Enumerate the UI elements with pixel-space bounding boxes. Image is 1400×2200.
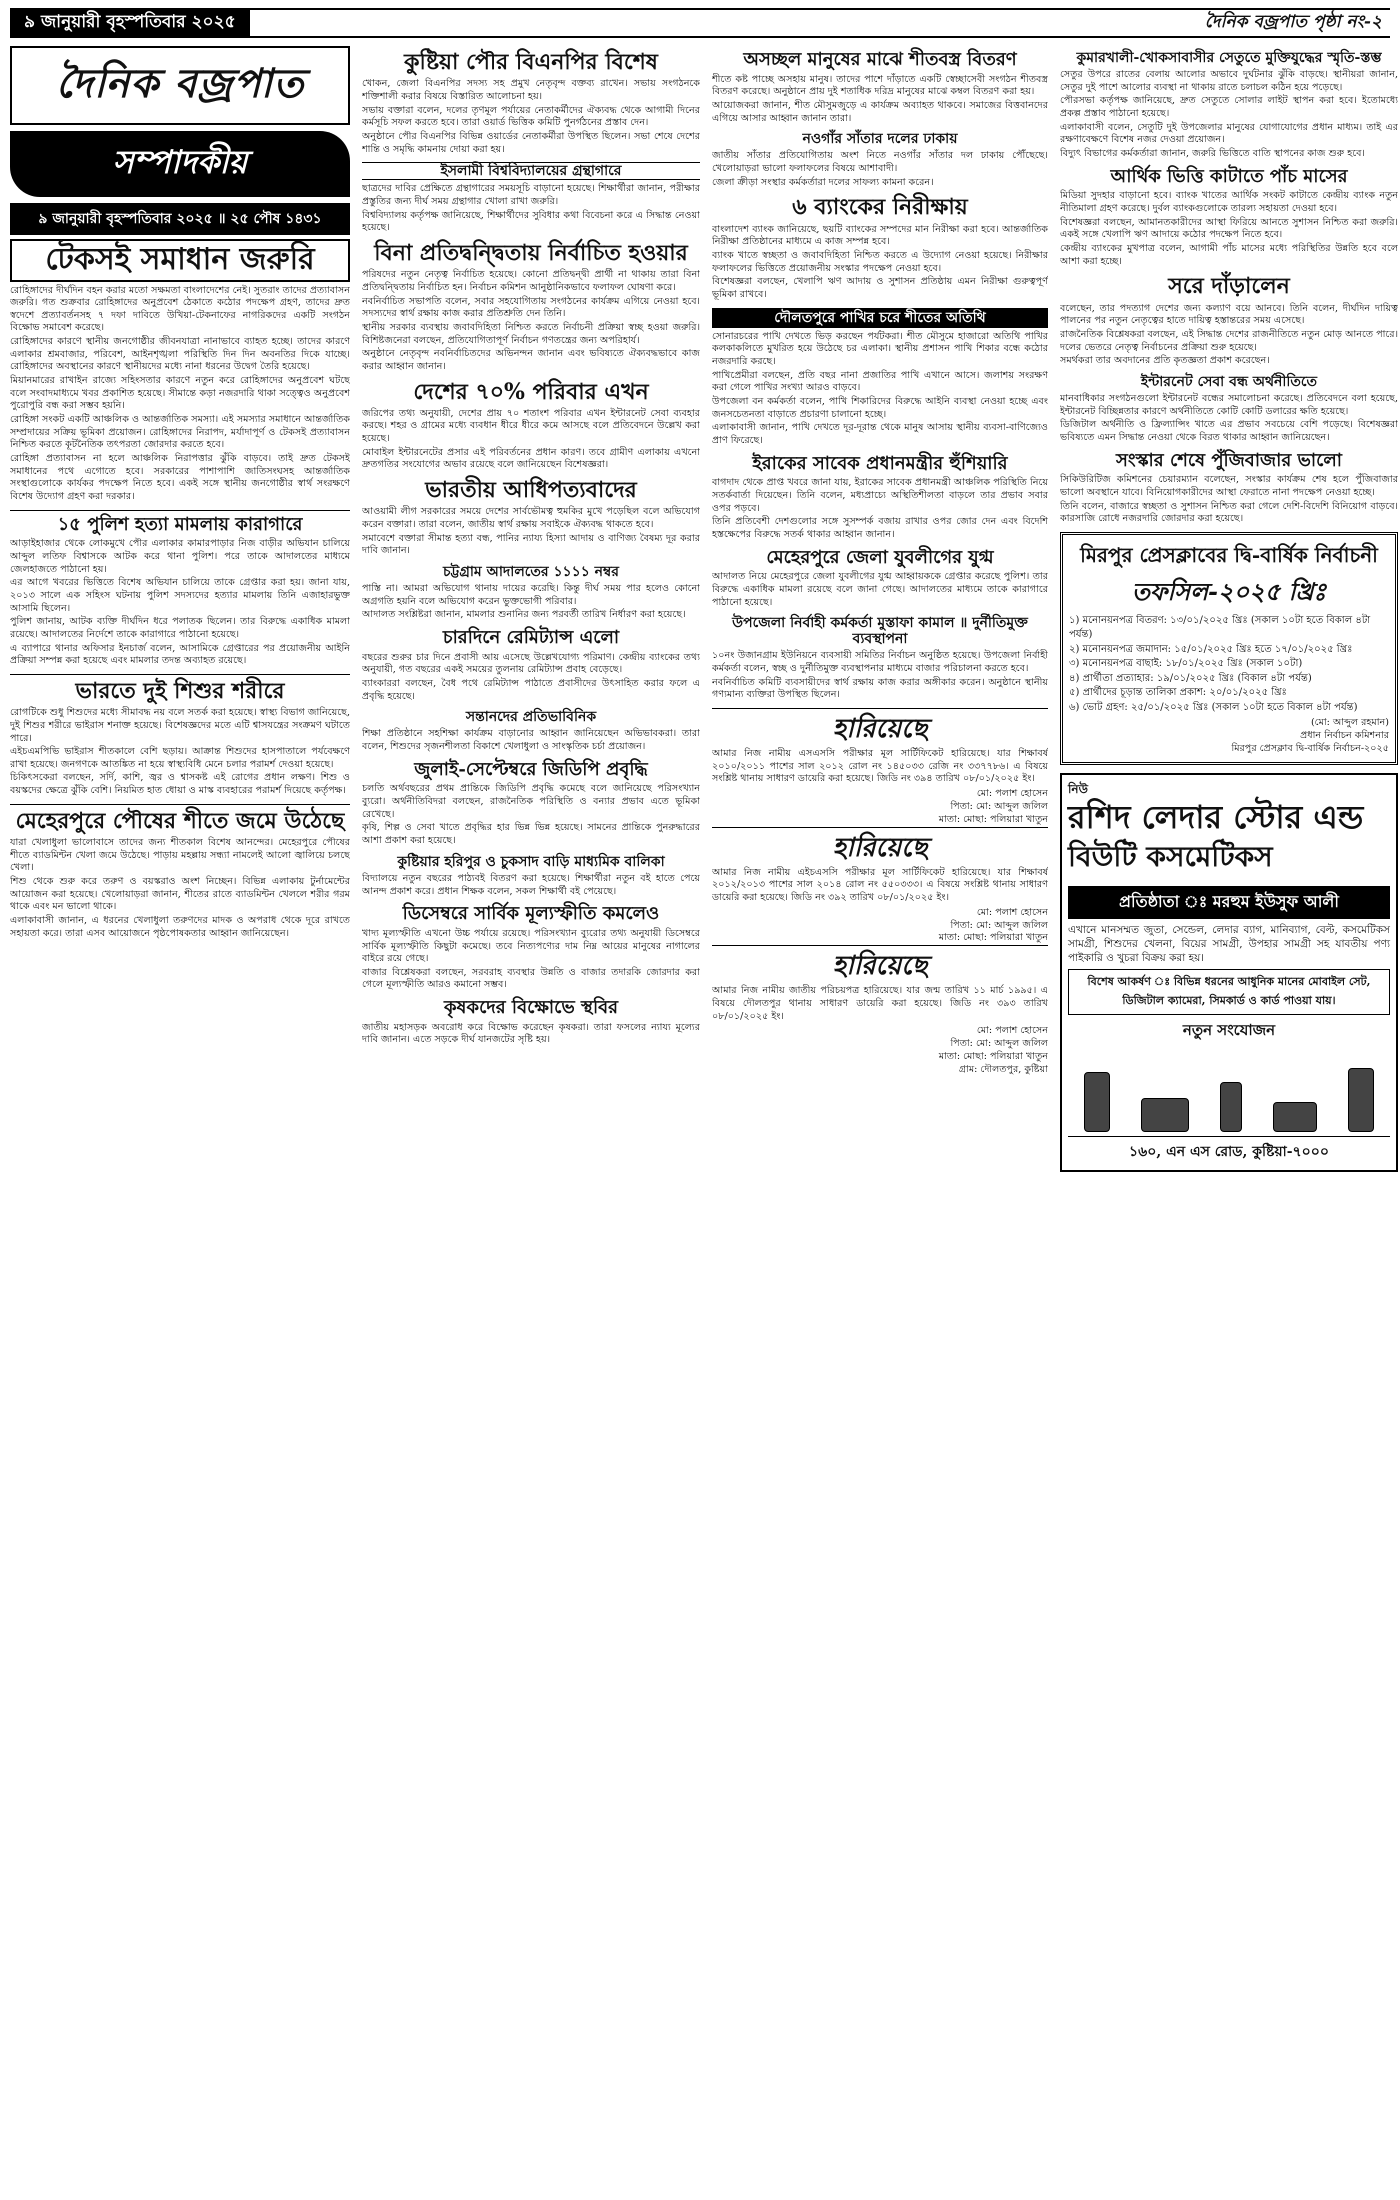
paragraph: জেলা ক্রীড়া সংস্থার কর্মকর্তারা দলের সাফল্য কামনা করেন। xyxy=(712,176,934,188)
editorial-dateline: ৯ জানুয়ারী বৃহস্পতিবার ২০২৫ ॥ ২৫ পৌষ ১৪৩১ xyxy=(10,203,350,235)
article xyxy=(1060,167,1398,269)
signature-line: মিরপুর প্রেসক্লাব দ্বি-বার্ষিক নির্বাচন-২০২৫ xyxy=(1231,743,1389,755)
signature-line: মাতা: মোছা: পলিয়ারা খাতুন xyxy=(938,1051,1048,1063)
paragraph: তিনি প্রতিবেশী দেশগুলোর সঙ্গে সুসম্পর্ক বজায় রাখার ওপর জোর দেন এবং বিদেশি হস্তক্ষেপের বিরুদ্ধে সতর্ক থাকার আহ্বান জানান। xyxy=(712,516,1048,540)
article xyxy=(712,454,1048,542)
paragraph: এলাকাবাসী জানান, পাখি দেখতে দূর-দূরান্ত থেকে মানুষ আসায় স্থানীয় ব্যবসা-বাণিজ্যেও প্রাণ ফিরেছে। xyxy=(712,422,1048,446)
lost-notice-signature xyxy=(712,1025,1048,1077)
paragraph: রোহিঙ্গাদের কারণে স্থানীয় জনগোষ্ঠীর জীবনযাত্রা নানাভাবে ব্যাহত হচ্ছে। তাদের কারণে এলাকার শ্রমবাজার, পরিবেশ, আইনশৃঙ্খলা পরিস্থিতি দিন দিন অবনতির দিকে যাচ্ছে। রোহিঙ্গাদের অবস্থানের কারণে স্থানীয়দের মধ্যে নানা ধরনের উদ্বেগ তৈরি হয়েছে। xyxy=(10,336,350,373)
paragraph: অনুষ্ঠানে পৌর বিএনপির বিভিন্ন ওয়ার্ডের নেতাকর্মীরা উপস্থিত ছিলেন। সভা শেষে দেশের শান্তি ও সমৃদ্ধি কামনায় দোয়া করা হয়। xyxy=(362,130,700,155)
editorial-headline: টেকসই সমাধান জরুরি xyxy=(10,239,350,282)
article-headline: কুমারখালী-খোকসাবাসীর সেতুতে মুক্তিযুদ্ধের স্মৃতি-স্তম্ভ xyxy=(1076,50,1382,66)
article-body xyxy=(712,331,1048,448)
article-body xyxy=(712,224,1048,302)
paragraph: মিডিয়া সুদহার বাড়ানো হবে। ব্যাংক খাতের আর্থিক সংকট কাটাতে কেন্দ্রীয় ব্যাংক নতুন নীতিমালা গ্রহণ করেছে। দুর্বল ব্যাংকগুলোকে তারল্য সহায়তা দেওয়া হবে। xyxy=(1060,190,1398,215)
article xyxy=(1060,50,1398,161)
paragraph: রোহিঙ্গাদের দীর্ঘদিন বহন করার মতো সক্ষমতা বাংলাদেশের নেই। সুতরাং তাদের প্রত্যাবাসন জরুরি। গত শুক্রবার রোহিঙ্গাদের অনুপ্রবেশ ঠেকাতে কঠোর পদক্ষেপ গ্রহণ, তাদের দ্রুত স্বদেশে প্রত্যাবর্তনসহ ৭ দফা দাবিতে উখিয়া-টেকনাফের নাগরিকদের একটি সংগঠন বিক্ষোভ সমাবেশ করেছে। xyxy=(10,284,350,334)
signature-line: প্রধান নির্বাচন কমিশনার xyxy=(1300,730,1389,742)
election-schedule-ad xyxy=(1060,532,1398,765)
article-headline: সরে দাঁড়ালেন xyxy=(1168,273,1290,300)
article-headline: দৌলতপুরে পাখির চরে শীতের অতিথি xyxy=(712,308,1048,328)
article xyxy=(712,615,1048,702)
paragraph: সভায় বক্তারা বলেন, দলের তৃণমূল পর্যায়ের নেতাকর্মীদের ঐক্যবদ্ধ থেকে আগামী দিনের কর্মসূচি সফল করতে হবে। তারা ওয়ার্ড ভিত্তিক কমিটি পুনর্গঠনের প্রস্তাব দেন। xyxy=(362,104,700,129)
paragraph: রোহিঙ্গা প্রত্যাবাসন না হলে আঞ্চলিক নিরাপত্তার ঝুঁকি বাড়বে। তাই দ্রুত টেকসই সমাধানের পথে এগোতে হবে। সরকারের পাশাপাশি জাতিসংঘসহ আন্তর্জাতিক সংস্থাগুলোকে কার্যকর পদক্ষেপ নিতে হবে। একই সঙ্গে স্থানীয় জনগোষ্ঠীর স্বার্থ সংরক্ষণে বিশেষ উদ্যোগ গ্রহণ করা দরকার। xyxy=(10,453,350,502)
paragraph: চিকিৎসকেরা বলছেন, সর্দি, কাশি, জ্বর ও শ্বাসকষ্ট এই রোগের প্রধান লক্ষণ। শিশু ও বয়স্কদের ক্ষেত্রে ঝুঁকি বেশি। নিয়মিত হাত ধোয়া ও মাস্ক ব্যবহারের পরামর্শ দিয়েছে কর্তৃপক্ষ। xyxy=(10,772,350,797)
ad-subtitle: তফসিল-২০২৫ খ্রিঃ xyxy=(1131,576,1327,606)
article-body xyxy=(362,78,700,156)
paragraph: সমাবেশে বক্তারা সীমান্ত হত্যা বন্ধ, পানির ন্যায্য হিস্যা আদায় ও বাণিজ্য বৈষম্য দূর করার দাবি জানান। xyxy=(362,532,700,557)
paragraph: বিশ্ববিদ্যালয় কর্তৃপক্ষ জানিয়েছে, শিক্ষার্থীদের সুবিধার কথা বিবেচনা করে এ সিদ্ধান্ত নেওয়া হয়েছে। xyxy=(362,209,700,234)
article-body xyxy=(362,1022,700,1047)
lost-notice-body: আমার নিজ নামীয় এসএসসি পরীক্ষার মূল সার্টিফিকেট হারিয়েছে। যার শিক্ষাবর্ষ ২০১০/২০১১ পাশের সাল ২০১২ রোল নং ১৪৫০৩৩ রেজি নং ৩৩৭৭৮৬। এ বিষয়ে সংশ্লিষ্ট থানায় সাধারণ ডায়েরি করা হয়েছে। জিডি নং ৩৯৪ তারিখ ০৮/০১/২০২৫ ইং। xyxy=(712,747,1048,785)
paragraph: রোহিঙ্গা সংকট একটি আঞ্চলিক ও আন্তর্জাতিক সমস্যা। এই সমস্যার সমাধানে আন্তর্জাতিক সম্প্রদায়ের সক্রিয় ভূমিকা প্রয়োজন। রোহিঙ্গাদের নিরাপদ, মর্যাদাপূর্ণ ও টেকসই প্রত্যাবাসন নিশ্চিত করতে কূটনৈতিক তৎপরতা জোরদার করতে হবে। xyxy=(10,414,350,451)
article-body xyxy=(362,269,700,373)
shop-new-tag: নিউ xyxy=(1068,782,1088,797)
paragraph: এলাকাবাসী জানান, এ ধরনের খেলাধুলা তরুণদের মাদক ও অপরাধ থেকে দূরে রাখতে সহায়তা করে। তারা এসব আয়োজনে পৃষ্ঠপোষকতার আহ্বান জানিয়েছেন। xyxy=(10,915,350,939)
phone-icon xyxy=(1348,1068,1374,1132)
signature-line: গ্রাম: দৌলতপুর, কুষ্টিয়া xyxy=(958,1064,1048,1076)
article-headline: মেহেরপুরে পৌষের শীতে জমে উঠেছে xyxy=(15,807,345,834)
article-headline: বিনা প্রতিদ্বন্দ্বিতায় নির্বাচিত হওয়ার xyxy=(374,239,688,266)
header-date: ৯ জানুয়ারী বৃহস্পতিবার ২০২৫ xyxy=(10,10,250,36)
article-body xyxy=(712,650,1048,702)
paragraph: নবনির্বাচিত সভাপতি বলেন, সবার সহযোগিতায় সংগঠনের কার্যক্রম এগিয়ে নেওয়া হবে। সদস্যদের স্বার্থ রক্ষায় কাজ করার প্রতিশ্রুতি দেন তিনি। xyxy=(362,295,700,320)
paragraph: তিনি বলেন, বাজারে স্বচ্ছতা ও সুশাসন নিশ্চিত করা গেলে দেশি-বিদেশি বিনিয়োগ বাড়বে। কারসাজি রোধে নজরদারি জোরদার করা হয়েছে। xyxy=(1060,500,1398,525)
paragraph: বাগদাদ থেকে প্রাপ্ত খবরে জানা যায়, ইরাকের সাবেক প্রধানমন্ত্রী আঞ্চলিক পরিস্থিতি নিয়ে সতর্কবার্তা দিয়েছেন। তিনি বলেন, মধ্যপ্রাচ্যে অস্থিতিশীলতা বাড়লে তার প্রভাব সবার ওপর পড়বে। xyxy=(712,477,1048,514)
phone-icon xyxy=(1220,1082,1242,1132)
article-headline: ডিসেম্বরে সার্বিক মূল্যস্ফীতি কমলেও xyxy=(402,903,660,925)
article xyxy=(712,50,1048,125)
paragraph: আদালত নিয়ে মেহেরপুরে জেলা যুবলীগের যুগ্ম আহ্বায়ককে গ্রেপ্তার করেছে পুলিশ। তার বিরুদ্ধে একাধিক মামলা রয়েছে বলে জানা গেছে। আদালতের মাধ্যমে তাকে কারাগারে পাঠানো হয়েছে। xyxy=(712,571,1048,608)
paragraph: শিক্ষা প্রতিষ্ঠানে সহশিক্ষা কার্যক্রম বাড়ানোর আহ্বান জানিয়েছেন অভিভাবকরা। তারা বলেন, শিশুদের সৃজনশীলতা বিকাশে খেলাধুলা ও সাংস্কৃতিক চর্চা প্রয়োজন। xyxy=(362,728,700,753)
paragraph: সেতুর উপরে রাতের বেলায় আলোর অভাবে দুর্ঘটনার ঝুঁকি বাড়ছে। স্থানীয়রা জানান, সেতুর দুই পাশে আলোর ব্যবস্থা না থাকায় রাতে চলাচল কঠিন হয়ে পড়েছে। xyxy=(1060,69,1398,93)
article-headline: ইরাকের সাবেক প্রধানমন্ত্রীর হুঁশিয়ারি xyxy=(752,452,1008,474)
article-body xyxy=(10,538,350,668)
paragraph: বাংলাদেশ ব্যাংক জানিয়েছে, ছয়টি ব্যাংকের সম্পদের মান নিরীক্ষা করা হবে। আন্তর্জাতিক নিরীক্ষা প্রতিষ্ঠানের মাধ্যমে এ কাজ সম্পন্ন হবে। xyxy=(712,223,1048,248)
paragraph: ১০নং উজানগ্রাম ইউনিয়নে ব্যবসায়ী সমিতির নির্বাচন অনুষ্ঠিত হয়েছে। উপজেলা নির্বাহী কর্মকর্তা বলেন, স্বচ্ছ ও দুর্নীতিমুক্ত ব্যবস্থাপনার মাধ্যমে বাজার পরিচালনা করতে হবে। xyxy=(712,650,1048,675)
paragraph: উপজেলা বন কর্মকর্তা বলেন, পাখি শিকারিদের বিরুদ্ধে আইনি ব্যবস্থা নেওয়া হচ্ছে এবং জনসচেতনতা বাড়াতে প্রচারণা চালানো হচ্ছে। xyxy=(712,395,1048,420)
ad-title: মিরপুর প্রেসক্লাবের দ্বি-বার্ষিক নির্বাচনী xyxy=(1080,542,1378,567)
paragraph: পৌরসভা কর্তৃপক্ষ জানিয়েছে, দ্রুত সেতুতে সোলার লাইট স্থাপন করা হবে। ইতোমধ্যে প্রকল্প প্রস্তাব পাঠানো হয়েছে। xyxy=(1060,95,1398,120)
signature-line: মো: পলাশ হোসেন xyxy=(976,906,1048,918)
article xyxy=(10,515,350,668)
signature-line: পিতা: মো: আব্দুল জলিল xyxy=(950,919,1048,931)
article xyxy=(10,679,350,798)
article-body xyxy=(10,837,350,940)
article-headline: মেহেরপুরে জেলা যুবলীগের যুগ্ম xyxy=(766,546,994,568)
article xyxy=(362,380,700,473)
product-images xyxy=(1068,1048,1390,1132)
header-page-number: দৈনিক বজ্রপাত পৃষ্ঠা নং-২ xyxy=(1204,12,1382,32)
page-header xyxy=(10,8,1390,38)
paragraph: সমর্থকরা তার অবদানের প্রতি কৃতজ্ঞতা প্রকাশ করেছেন। xyxy=(1060,355,1270,367)
signature-line: মাতা: মোছা: পলিয়ারা খাতুন xyxy=(938,932,1048,944)
ad-signature xyxy=(1069,717,1389,756)
paragraph: মানবাধিকার সংগঠনগুলো ইন্টারনেট বন্ধের সমালোচনা করেছে। প্রতিবেদনে বলা হয়েছে, ইন্টারনেট বিচ্ছিন্নতার কারণে অর্থনীতিতে কোটি কোটি ডলারের ক্ষতি হয়েছে। xyxy=(1060,392,1398,417)
article xyxy=(362,709,700,753)
lost-notice xyxy=(712,708,1048,827)
shop-address: ১৬০, এন এস রোড, কুষ্টিয়া-৭০০০ xyxy=(1068,1136,1390,1164)
article-body xyxy=(1060,393,1398,445)
columns xyxy=(10,46,1398,2192)
article xyxy=(712,195,1048,301)
ad-schedule-list xyxy=(1069,614,1389,716)
column-1 xyxy=(10,46,350,2192)
paragraph: শীতে কষ্ট পাচ্ছে অসহায় মানুষ। তাদের পাশে দাঁড়াতে একটি স্বেচ্ছাসেবী সংগঠন শীতবস্ত্র বিতরণ করেছে। অনুষ্ঠানে প্রায় দুই শতাধিক দরিদ্র মানুষের মাঝে কম্বল বিতরণ করা হয়। xyxy=(712,73,1048,98)
paragraph: বিশেষজ্ঞরা বলছেন, খেলাপি ঋণ আদায় ও সুশাসন প্রতিষ্ঠায় এমন নিরীক্ষা গুরুত্বপূর্ণ ভূমিকা রাখবে। xyxy=(712,276,1048,300)
column-4 xyxy=(1060,46,1398,2192)
lost-notice xyxy=(712,945,1048,1077)
schedule-row: ৪) প্রার্থীতা প্রত্যাহার: ১৯/০১/২০২৫ খ্রিঃ (বিকাল ৪টা পর্যন্ত) xyxy=(1069,672,1312,684)
paragraph: বছরের শুরুর চার দিনে প্রবাসী আয় এসেছে উল্লেখযোগ্য পরিমাণ। কেন্দ্রীয় ব্যাংকের তথ্য অনুযায়ী, গত বছরের একই সময়ের তুলনায় রেমিট্যান্স প্রবাহ বেড়েছে। xyxy=(362,651,700,676)
paragraph: আদালত সংশ্লিষ্টরা জানান, মামলার শুনানির জন্য পরবর্তী তারিখ নির্ধারণ করা হয়েছে। xyxy=(362,609,686,621)
paragraph: পাস্তি না। আমরা অভিযোগ থানায় দায়ের করেছি। কিন্তু দীর্ঘ সময় পার হলেও কোনো অগ্রগতি হয়নি বলে অভিযোগ করেন ভুক্তভোগী পরিবার। xyxy=(362,583,700,607)
article-body xyxy=(712,571,1048,609)
article-headline: সন্তানদের প্রতিভাবিনিক xyxy=(465,709,597,726)
shop-new-items: নতুন সংযোজন xyxy=(1182,1021,1276,1040)
paragraph: শিশু থেকে শুরু করে তরুণ ও বয়স্করাও অংশ নিচ্ছেন। বিভিন্ন এলাকায় টুর্নামেন্টের আয়োজন করা হয়েছে। খেলোয়াড়রা জানান, শীতের রাতে ব্যাডমিন্টন খেললে শরীর গরম থাকে এবং মন ভালো থাকে। xyxy=(10,876,350,913)
paragraph: ব্যাংক খাতে স্বচ্ছতা ও জবাবদিহিতা নিশ্চিত করতে এ উদ্যোগ নেওয়া হয়েছে। নিরীক্ষার ফলাফলের ভিত্তিতে প্রয়োজনীয় সংস্কার পদক্ষেপ নেওয়া হবে। xyxy=(712,249,1048,274)
lost-notice-body: আমার নিজ নামীয় এইচএসসি পরীক্ষার মূল সার্টিফিকেট হারিয়েছে। যার শিক্ষাবর্ষ ২০১২/২০১৩ পাশের সাল ২০১৪ রোল নং ৫৫০৩৩৩। এ বিষয়ে সংশ্লিষ্ট থানায় সাধারণ ডায়েরি করা হয়েছে। জিডি নং ৩৯২ তারিখ ০৮/০১/২০২৫ ইং। xyxy=(712,866,1048,903)
article-body xyxy=(362,506,700,558)
column-2 xyxy=(362,46,700,2192)
article-body xyxy=(362,873,700,898)
paragraph: ডিজিটাল অর্থনীতি ও ফ্রিল্যান্সিং খাতে এর প্রভাব সবচেয়ে বেশি পড়েছে। বিশেষজ্ঞরা ভবিষ্যতে এমন সিদ্ধান্ত নেওয়া থেকে বিরত থাকার আহ্বান জানিয়েছেন। xyxy=(1060,419,1398,443)
article xyxy=(362,628,700,703)
article xyxy=(362,564,700,622)
article-headline: ৬ ব্যাংকের নিরীক্ষায় xyxy=(792,194,968,221)
paragraph: খোকন, জেলা বিএনপির সদস্য সহ প্রমুখ নেতৃবৃন্দ বক্তব্য রাখেন। সভায় সংগঠনকে শক্তিশালী করার বিষয়ে বিস্তারিত আলোচনা হয়। xyxy=(362,78,700,102)
article-body xyxy=(362,183,700,235)
lost-notice-headline: হারিয়েছে xyxy=(832,832,928,863)
paragraph: পাখিপ্রেমীরা বলছেন, প্রতি বছর নানা প্রজাতির পাখি এখানে আসে। জলাশয় সংরক্ষণ করা গেলে পাখির সংখ্যা আরও বাড়বে। xyxy=(712,369,1048,394)
article xyxy=(362,241,700,374)
lost-notice-headline: হারিয়েছে xyxy=(832,714,928,745)
paragraph: বলেছেন, তার পদত্যাগ দেশের জন্য কল্যাণ বয়ে আনবে। তিনি বলেন, দীর্ঘদিন দায়িত্ব পালনের পর নতুন নেতৃত্বের হাতে দায়িত্ব হস্তান্তরের সময় এসেছে। xyxy=(1060,302,1398,327)
paragraph: মোবাইল ইন্টারনেটের প্রসার এই পরিবর্তনের প্রধান কারণ। তবে গ্রামীণ এলাকায় এখনো দ্রুতগতির সংযোগের অভাব রয়েছে বলে জানিয়েছেন বিশেষজ্ঞরা। xyxy=(362,446,700,471)
paragraph: আওয়ামী লীগ সরকারের সময়ে দেশের সার্বভৌমত্ব হুমকির মুখে পড়েছিল বলে অভিযোগ করেন বক্তারা। তারা বলেন, জাতীয় স্বার্থ রক্ষায় সবাইকে ঐক্যবদ্ধ থাকতে হবে। xyxy=(362,506,700,531)
shop-name-line2: বিউটি কসমেটিকস xyxy=(1068,839,1273,873)
article-headline: উপজেলা নির্বাহী কর্মকর্তা মুস্তাফা কামাল ॥ দুর্নীতিমুক্ত ব্যবস্থাপনা xyxy=(732,615,1028,648)
lost-notice-signature xyxy=(712,907,1048,946)
newspaper-name: দৈনিক বজ্রপাত xyxy=(55,60,305,107)
lost-notice xyxy=(712,827,1048,946)
paragraph: স্থানীয় সরকার ব্যবস্থায় জবাবদিহিতা নিশ্চিত করতে নির্বাচনী প্রক্রিয়া স্বচ্ছ হওয়া জরুরি। বিশিষ্টজনেরা বলছেন, প্রতিযোগিতাপূর্ণ নির্বাচন গণতন্ত্রের জন্য অপরিহার্য। xyxy=(362,321,700,346)
signature-line: মাতা: মোছা: পলিয়ারা খাতুন xyxy=(938,813,1048,825)
paragraph: কৃষি, শিল্প ও সেবা খাতে প্রবৃদ্ধির হার ভিন্ন ভিন্ন হয়েছে। সামনের প্রান্তিকে পুনরুদ্ধারের আশা প্রকাশ করা হয়েছে। xyxy=(362,822,700,847)
article-body xyxy=(362,728,700,753)
paragraph: ছাত্রদের দাবির প্রেক্ষিতে গ্রন্থাগারের সময়সূচি বাড়ানো হয়েছে। শিক্ষার্থীরা জানান, পরীক্ষার প্রস্তুতির জন্য দীর্ঘ সময় গ্রন্থাগার খোলা রাখা জরুরি। xyxy=(362,183,700,207)
article-body xyxy=(362,583,700,622)
paragraph: জাতীয় মহাসড়ক অবরোধ করে বিক্ষোভ করেছেন কৃষকরা। তারা ফসলের ন্যায্য মূল্যের দাবি জানান। এতে সড়কে দীর্ঘ যানজটের সৃষ্টি হয়। xyxy=(362,1021,700,1046)
article-body xyxy=(1060,303,1398,368)
article xyxy=(362,904,700,992)
article-headline: নওগাঁর সাঁতার দলের ঢাকায় xyxy=(802,131,958,148)
article xyxy=(362,760,700,848)
article-headline: ভারতীয় আধিপত্যবাদের xyxy=(425,477,637,504)
paragraph: কেন্দ্রীয় ব্যাংকের মুখপাত্র বলেন, আগামী পাঁচ মাসের মধ্যে পরিস্থিতির উন্নতি হবে বলে আশা করা হচ্ছে। xyxy=(1060,243,1398,267)
article xyxy=(362,478,700,558)
phone-icon xyxy=(1084,1072,1110,1132)
paragraph: বিদ্যালয়ে নতুন বছরের পাঠ্যবই বিতরণ করা হয়েছে। শিক্ষার্থীরা নতুন বই হাতে পেয়ে আনন্দ প্রকাশ করে। প্রধান শিক্ষক বলেন, সকল শিক্ষার্থী বই পেয়েছে। xyxy=(362,872,700,897)
article-headline: আর্থিক ভিত্তি কাটাতে পাঁচ মাসের xyxy=(1110,165,1348,187)
article-headline: ইন্টারনেট সেবা বন্ধ অর্থনীতিতে xyxy=(1140,373,1318,390)
paragraph: জরিপের তথ্য অনুযায়ী, দেশের প্রায় ৭০ শতাংশ পরিবার এখন ইন্টারনেট সেবা ব্যবহার করছে। শহর ও গ্রামের মধ্যে ব্যবধান ধীরে ধীরে কমে আসছে বলে প্রতিবেদনে উল্লেখ করা হয়েছে। xyxy=(362,407,700,445)
paragraph: ব্যাংকাররা বলছেন, বৈধ পথে রেমিট্যান্স পাঠাতে প্রবাসীদের উৎসাহিত করার ফলে এ প্রবৃদ্ধি হয়েছে। xyxy=(362,678,700,702)
masthead xyxy=(10,46,350,125)
editorial-article xyxy=(10,239,350,504)
article xyxy=(712,131,1048,189)
paragraph: খাদ্য মূল্যস্ফীতি এখনো উচ্চ পর্যায়ে রয়েছে। পরিসংখ্যান ব্যুরোর তথ্য অনুযায়ী ডিসেম্বরে সার্বিক মূল্যস্ফীতি কিছুটা কমেছে। তবে নিত্যপণ্যের দাম নিম্ন আয়ের মানুষের নাগালের বাইরে রয়ে গেছে। xyxy=(362,927,700,965)
shop-description: এখানে মানসম্মত জুতা, সেন্ডেল, লেদার ব্যাগ, মানিব্যাগ, বেল্ট, কসমেটিকস সামগ্রী, শিশুদের খেলনা, বিয়ের সামগ্রী, উপহার সামগ্রী সহ যাবতীয় পণ্য পাইকারি ও খুচরা বিক্রয় করা হয়। xyxy=(1068,923,1390,965)
article-body xyxy=(362,783,700,847)
paragraph: বিশেষজ্ঞরা বলছেন, আমানতকারীদের আস্থা ফিরিয়ে আনতে সুশাসন নিশ্চিত করা জরুরি। একই সঙ্গে খেলাপি ঋণ আদায়ে কঠোর পদক্ষেপ নিতে হবে। xyxy=(1060,216,1398,241)
paragraph: বাজার বিশ্লেষকরা বলছেন, সরবরাহ ব্যবস্থার উন্নতি ও বাজার তদারকি জোরদার করা গেলে মূল্যস্ফীতি আরও কমানো সম্ভব। xyxy=(362,966,700,991)
shop-proprietor: প্রতিষ্ঠাতা ঃ মরহুম ইউসুফ আলী xyxy=(1068,886,1390,919)
camera-icon xyxy=(1141,1098,1189,1132)
article-body xyxy=(10,707,350,798)
divider xyxy=(10,674,350,675)
article xyxy=(1060,451,1398,526)
article xyxy=(712,308,1048,448)
paragraph: আড়াইহাজার থেকে লোকমুখে পৌর এলাকার কামারপাড়ার নিজ বাড়ীর অভিযান চালিয়ে আব্দুল লতিফ বিশ্বাসকে আটক করে থানা পুলিশ। পরে তাকে আদালতের মাধ্যমে জেলহাজতে পাঠানো হয়। xyxy=(10,538,350,575)
schedule-row: ৩) মনোনয়নপত্র বাছাই: ১৮/০১/২০২৫ খ্রিঃ (সকাল ১০টা) xyxy=(1069,658,1303,670)
article-headline: ১৫ পুলিশ হত্যা মামলায় কারাগারে xyxy=(57,513,303,535)
lost-notice-body: আমার নিজ নামীয় জাতীয় পরিচয়পত্র হারিয়েছে। যার জন্ম তারিখ ১১ মার্চ ১৯৯৫। এ বিষয়ে দৌলতপুর থানায় সাধারণ ডায়েরি করা হয়েছে। জিডি নং ৩৯৩ তারিখ ০৮/০১/২০২৫ ইং। xyxy=(712,985,1048,1022)
paragraph: বিদ্যুৎ বিভাগের কর্মকর্তারা জানান, জরুরি ভিত্তিতে বাতি স্থাপনের কাজ শুরু হবে। xyxy=(1060,148,1365,160)
signature-line: মো: পলাশ হোসেন xyxy=(976,1025,1048,1037)
article-body xyxy=(362,408,700,472)
article xyxy=(362,854,700,898)
shop-advertisement xyxy=(1060,773,1398,1172)
article-body xyxy=(1060,474,1398,526)
column-3 xyxy=(712,46,1048,2192)
article-headline: দেশের ৭০% পরিবার এখন xyxy=(413,378,649,405)
shop-name-line1: রশিদ লেদার স্টোর এন্ড xyxy=(1068,798,1364,837)
schedule-row: ২) মনোনয়নপত্র জমাদান: ১৫/০১/২০২৫ খ্রিঃ হতে ১৭/০১/২০২৫ খ্রিঃ xyxy=(1069,643,1353,655)
article-body xyxy=(362,652,700,704)
paragraph: আয়োজকরা জানান, শীত মৌসুমজুড়ে এ কার্যক্রম অব্যাহত থাকবে। সমাজের বিত্তবানদের এগিয়ে আসার আহ্বান জানান তারা। xyxy=(712,100,1048,124)
paragraph: এইচএমপিভি ভাইরাস শীতকালে বেশি ছড়ায়। আক্রান্ত শিশুদের হাসপাতালে পর্যবেক্ষণে রাখা হয়েছে। জনগণকে আতঙ্কিত না হয়ে স্বাস্থ্যবিধি মেনে চলার পরামর্শ দেওয়া হয়েছে। xyxy=(10,746,350,770)
article-headline: চট্টগ্রাম আদালতের ১১১১ নম্বর xyxy=(443,564,619,580)
paragraph: রাজনৈতিক বিশ্লেষকরা বলছেন, এই সিদ্ধান্ত দেশের রাজনীতিতে নতুন মোড় আনতে পারে। দলের ভেতরে নেতৃত্ব নির্বাচনের প্রক্রিয়া শুরু হয়েছে। xyxy=(1060,328,1398,353)
paragraph: মিয়ানমারের রাখাইন রাজ্যে সহিংসতার কারণে নতুন করে রোহিঙ্গাদের অনুপ্রবেশ ঘটছে বলে সংবাদমাধ্যমে খবর প্রকাশিত হয়েছে। সীমান্তে কড়া নজরদারি থাকা সত্ত্বেও অনুপ্রবেশ পুরোপুরি বন্ধ করা সম্ভব হয়নি। xyxy=(10,375,350,412)
article-headline: অসচ্ছল মানুষের মাঝে শীতবস্ত্র বিতরণ xyxy=(743,49,1017,70)
paragraph: এ ব্যাপারে থানার অফিসার ইনচার্জ বলেন, আসামিকে গ্রেপ্তারের পর প্রয়োজনীয় আইনি প্রক্রিয়া সম্পন্ন করা হয়েছে এবং মামলার তদন্ত অব্যাহত রয়েছে। xyxy=(10,642,350,667)
signature-line: মো: পলাশ হোসেন xyxy=(976,787,1048,799)
article xyxy=(10,809,350,941)
shop-special: বিশেষ আকর্ষণ ঃ বিভিন্ন ধরনের আধুনিক মানের মোবাইল সেট, ডিজিটাল ক্যামেরা, সিমকার্ড ও কার্ড পাওয়া যায়। xyxy=(1068,969,1390,1015)
divider xyxy=(10,510,350,511)
schedule-row: ৬) ভোট গ্রহণ: ২৫/০১/২০২৫ খ্রিঃ (সকাল ১০টা হতে বিকাল ৪টা পর্যন্ত) xyxy=(1069,701,1358,713)
article xyxy=(362,998,700,1047)
article-headline: সংস্কার শেষে পুঁজিবাজার ভালো xyxy=(1115,449,1343,471)
article-body xyxy=(712,477,1048,541)
paragraph: পরিষদের নতুন নেতৃত্ব নির্বাচিত হয়েছে। কোনো প্রতিদ্বন্দ্বী প্রার্থী না থাকায় তারা বিনা প্রতিদ্বন্দ্বিতায় নির্বাচিত হন। নির্বাচন কমিশন আনুষ্ঠানিকভাবে ফলাফল ঘোষণা করে। xyxy=(362,269,700,293)
paragraph: চলতি অর্থবছরের প্রথম প্রান্তিকে জিডিপি প্রবৃদ্ধি কমেছে বলে জানিয়েছে পরিসংখ্যান ব্যুরো। অর্থনীতিবিদরা বলছেন, রাজনৈতিক পরিস্থিতি ও বন্যার প্রভাব এতে ভূমিকা রেখেছে। xyxy=(362,783,700,820)
editorial-banner: সম্পাদকীয় xyxy=(10,131,350,197)
article xyxy=(1060,374,1398,445)
article-body xyxy=(362,928,700,992)
article-body xyxy=(1060,190,1398,268)
article xyxy=(362,50,700,156)
paragraph: এর আগে খবরের ভিত্তিতে বিশেষ অভিযান চালিয়ে তাকে গ্রেপ্তার করা হয়। জানা যায়, ২০১৩ সালে এক সহিংস ঘটনায় পুলিশ সদস্যদের হত্যার মামলায় তিনি এজাহারভুক্ত আসামি ছিলেন। xyxy=(10,577,350,614)
lost-notice-signature xyxy=(712,788,1048,827)
article-body xyxy=(712,74,1048,126)
paragraph: যারা খেলাধুলা ভালোবাসে তাদের জন্য শীতকাল বিশেষ আনন্দের। মেহেরপুরে পৌষের শীতে ব্যাডমিন্টন খেলা জমে উঠেছে। পাড়ায় মহল্লায় সন্ধ্যা নামলেই আলো জ্বালিয়ে চলছে খেলা। xyxy=(10,837,350,874)
schedule-row: ৫) প্রার্থীদের চূড়ান্ত তালিকা প্রকাশ: ২০/০১/২০২৫ খ্রিঃ xyxy=(1069,687,1287,699)
article-body xyxy=(712,150,1048,189)
article-body xyxy=(1060,69,1398,161)
article-headline: চারদিনে রেমিট্যান্স এলো xyxy=(442,627,620,649)
divider xyxy=(10,804,350,805)
paragraph: সোনারচরের পাখি দেখতে ভিড় করছেন পর্যটকরা। শীত মৌসুমে হাজারো অতিথি পাখির কলকাকলিতে মুখরিত হয়ে উঠেছে চর এলাকা। স্থানীয় প্রশাসন পাখি শিকার বন্ধে কঠোর নজরদারি করছে। xyxy=(712,330,1048,368)
signature-line: পিতা: মো: আব্দুল জলিল xyxy=(950,800,1048,812)
paragraph: পুলিশ জানায়, আটক ব্যক্তি দীর্ঘদিন ধরে পলাতক ছিলেন। তার বিরুদ্ধে একাধিক মামলা রয়েছে। আদালতের নির্দেশে তাকে কারাগারে পাঠানো হয়েছে। xyxy=(10,616,350,640)
article-headline: ইসলামী বিশ্ববিদ্যালয়ের গ্রন্থাগারে xyxy=(362,162,700,180)
article-headline: কুষ্টিয়ার হরিপুর ও চুকসাদ বাড়ি মাধ্যমিক বালিকা xyxy=(397,853,665,870)
article-headline: কৃষকদের বিক্ষোভে স্থবির xyxy=(443,997,619,1019)
lost-notice-headline: হারিয়েছে xyxy=(832,951,928,982)
signature-line: (মো: আব্দুল রহমান) xyxy=(1310,717,1389,729)
article xyxy=(362,162,700,235)
paragraph: রোগটিকে শুধু শিশুদের মধ্যে সীমাবদ্ধ নয় বলে সতর্ক করা হয়েছে। স্বাস্থ্য বিভাগ জানিয়েছে, দুই শিশুর শরীরে ভাইরাস শনাক্ত হয়েছে। বিশেষজ্ঞদের মতে এটি শ্বাসযন্ত্রের সংক্রমণ ঘটাতে পারে। xyxy=(10,707,350,744)
paragraph: জাতীয় সাঁতার প্রতিযোগিতায় অংশ নিতে নওগাঁর সাঁতার দল ঢাকায় পৌঁছেছে। খেলোয়াড়রা ভালো ফলাফলের বিষয়ে আশাবাদী। xyxy=(712,150,1048,175)
camera-icon xyxy=(1273,1102,1317,1132)
article-headline: ভারতে দুই শিশুর শরীরে xyxy=(75,677,285,704)
paragraph: এলাকাবাসী বলেন, সেতুটি দুই উপজেলার মানুষের যোগাযোগের প্রধান মাধ্যম। তাই এর রক্ষণাবেক্ষণে বিশেষ নজর দেওয়া প্রয়োজন। xyxy=(1060,121,1398,146)
schedule-row: ১) মনোনয়নপত্র বিতরণ: ১৩/০১/২০২৫ খ্রিঃ (সকাল ১০টা হতে বিকাল ৪টা পর্যন্ত) xyxy=(1069,614,1371,641)
signature-line: পিতা: মো: আব্দুল জলিল xyxy=(950,1038,1048,1050)
paragraph: নবনির্বাচিত কমিটি ব্যবসায়ীদের স্বার্থ রক্ষায় কাজ করার অঙ্গীকার করেন। অনুষ্ঠানে স্থানীয় গণ্যমান্য ব্যক্তিরা উপস্থিত ছিলেন। xyxy=(712,676,1048,701)
article-headline: জুলাই-সেপ্টেম্বরে জিডিপি প্রবৃদ্ধি xyxy=(414,758,648,780)
article-headline: কুষ্টিয়া পৌর বিএনপির বিশেষ xyxy=(404,49,658,75)
paragraph: সিকিউরিটিজ কমিশনের চেয়ারম্যান বলেছেন, সংস্কার কার্যক্রম শেষ হলে পুঁজিবাজার ভালো অবস্থানে যাবে। বিনিয়োগকারীদের আস্থা ফেরাতে নানা পদক্ষেপ নেওয়া হচ্ছে। xyxy=(1060,474,1398,498)
paragraph: অনুষ্ঠানে নেতৃবৃন্দ নবনির্বাচিতদের অভিনন্দন জানান এবং ভবিষ্যতে ঐক্যবদ্ধভাবে কাজ করার আহ্বান জানান। xyxy=(362,348,700,372)
article xyxy=(1060,274,1398,368)
editorial-body xyxy=(10,285,350,504)
article xyxy=(712,548,1048,610)
